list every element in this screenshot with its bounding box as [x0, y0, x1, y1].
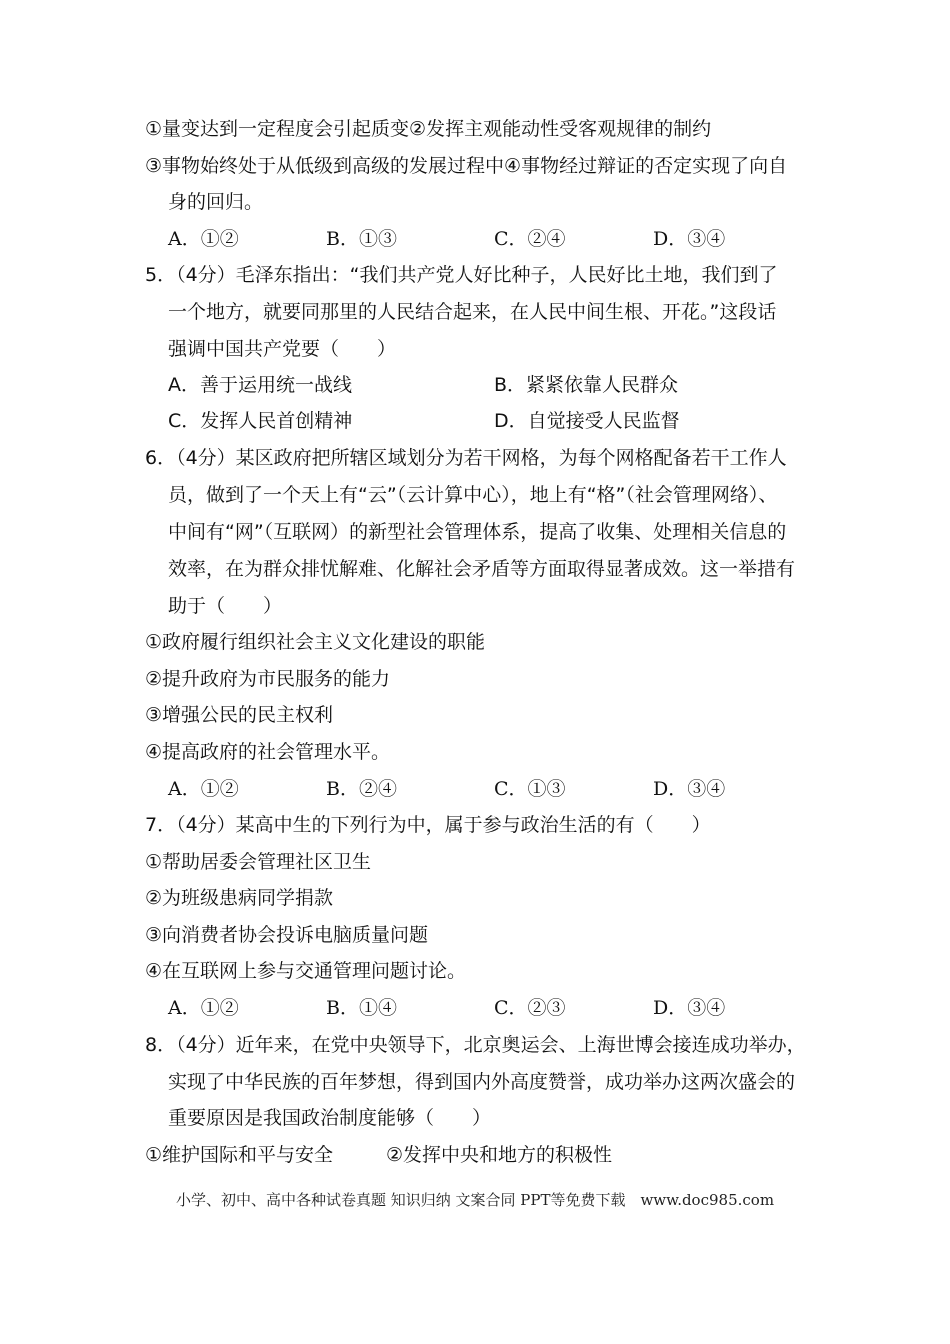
statement-line: 身的回归。	[168, 191, 264, 213]
option-a: A．善于运用统一战线	[168, 374, 352, 396]
page-footer: 小学、初中、高中各种试卷真题 知识归纳 文案合同 PPT等免费下载 www.doc985.com	[175, 1191, 775, 1209]
question-5-stem: 强调中国共产党要（ ）	[168, 338, 397, 360]
option-c: C．②④	[494, 228, 566, 250]
question-6-stem: 效率，在为群众排忧解难、化解社会矛盾等方面取得显著成效。这一举措有	[168, 558, 796, 580]
option-d: D．③④	[653, 228, 726, 250]
statement-line: ①维护国际和平与安全	[145, 1144, 334, 1166]
question-8-stem: 实现了中华民族的百年梦想，得到国内外高度赞誉，成功举办这两次盛会的	[168, 1071, 796, 1093]
option-a: A．①②	[168, 228, 239, 250]
option-a: A．①②	[168, 778, 239, 800]
question-8-stem: 重要原因是我国政治制度能够（ ）	[168, 1107, 492, 1129]
question-6-stem: 中间有“网”（互联网）的新型社会管理体系，提高了收集、处理相关信息的	[168, 521, 787, 543]
option-c: C．①③	[494, 778, 566, 800]
statement-line: ②为班级患病同学捐款	[145, 887, 334, 909]
question-7-stem: 7．（4分）某高中生的下列行为中，属于参与政治生活的有（ ）	[145, 814, 711, 836]
question-5-stem: 一个地方，就要同那里的人民结合起来，在人民中间生根、开花。”这段话	[168, 301, 777, 323]
statement-line: ③事物始终处于从低级到高级的发展过程中④事物经过辩证的否定实现了向自	[145, 155, 788, 177]
statement-line: ①量变达到一定程度会引起质变②发挥主观能动性受客观规律的制约	[145, 118, 712, 140]
question-6-stem: 6．（4分）某区政府把所辖区域划分为若干网格，为每个网格配备若干工作人	[145, 447, 787, 469]
option-b: B．①③	[326, 228, 397, 250]
option-d: D．自觉接受人民监督	[494, 410, 680, 432]
option-c: C．②③	[494, 997, 566, 1019]
question-8-stem: 8．（4分）近年来，在党中央领导下，北京奥运会、上海世博会接连成功举办，	[145, 1034, 806, 1056]
statement-line: ①政府履行组织社会主义文化建设的职能	[145, 631, 486, 653]
option-a: A．①②	[168, 997, 239, 1019]
statement-line: ③增强公民的民主权利	[145, 704, 334, 726]
statement-line: ③向消费者协会投诉电脑质量问题	[145, 924, 429, 946]
option-c: C．发挥人民首创精神	[168, 410, 353, 432]
question-6-stem: 员，做到了一个天上有“云”（云计算中心），地上有“格”（社会管理网络）、	[168, 484, 778, 506]
question-5-stem: 5．（4分）毛泽东指出：“我们共产党人好比种子，人民好比土地，我们到了	[145, 264, 778, 286]
statement-line: ②发挥中央和地方的积极性	[386, 1144, 613, 1166]
option-b: B．②④	[326, 778, 397, 800]
option-b: B．①④	[326, 997, 397, 1019]
question-6-stem: 助于（ ）	[168, 595, 283, 617]
statement-line: ①帮助居委会管理社区卫生	[145, 851, 372, 873]
statement-line: ②提升政府为市民服务的能力	[145, 668, 391, 690]
option-d: D．③④	[653, 997, 726, 1019]
statement-line: ④提高政府的社会管理水平。	[145, 741, 391, 763]
statement-line: ④在互联网上参与交通管理问题讨论。	[145, 960, 467, 982]
option-b: B．紧紧依靠人民群众	[494, 374, 679, 396]
option-d: D．③④	[653, 778, 726, 800]
